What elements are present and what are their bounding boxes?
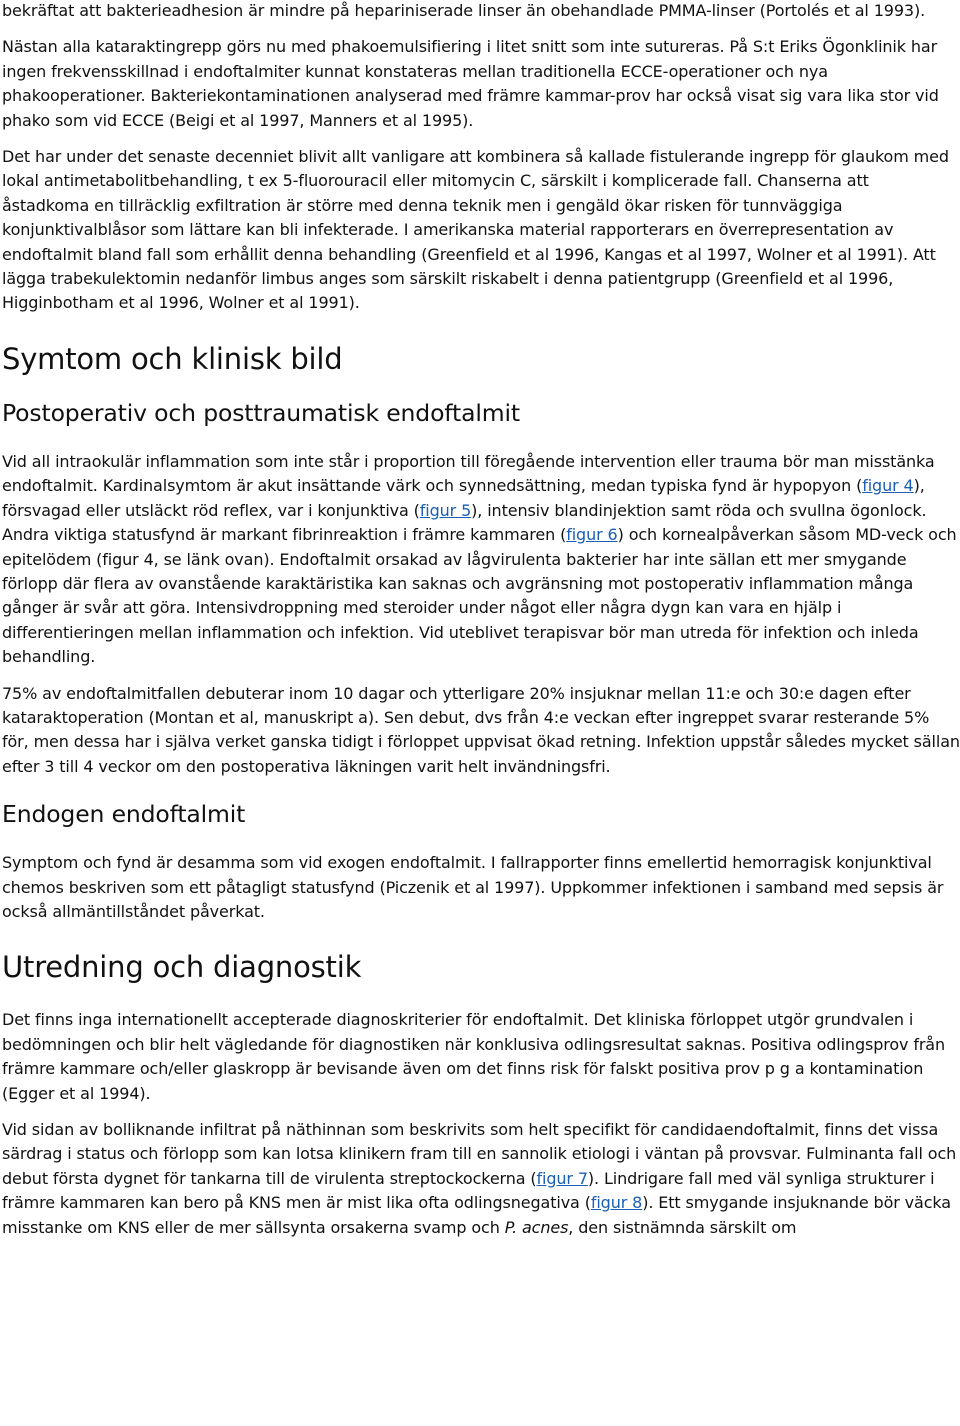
paragraph-text: Vid sidan av bolliknande infiltrat på näthinnan som beskrivits som helt specifikt för candidaendoftalmit, finns det vissa särdrag i status och förlopp som kan lotsa klinikern fram till en sannolik etiologi i väntan på provsvar. Fulminanta fall och debut första dygnet för tankarna till de virulenta streptockockerna ( — [2, 1120, 957, 1188]
paragraph-text: ), intensiv blandinjektion samt röda och svullna ögonlock. Andra viktiga statusfynd är markant fibrinreaktion i främre kammaren ( — [2, 500, 927, 545]
paragraph-text: Symptom och fynd är desamma som vid exogen endoftalmit. I fallrapporter finns emellertid hemorragisk konjunktival chemos beskriven som ett påtagligt statusfynd (Piczenik et al 1997). Uppkommer infektionen i samband med sepsis är också allmäntillståndet påverkat. — [2, 853, 944, 921]
paragraph-intraokular — [2, 450, 960, 670]
paragraph-phako — [2, 35, 960, 133]
paragraph-text: Vid all intraokulär inflammation som inte står i proportion till föregående intervention eller trauma bör man misstänka endoftalmit. Kardinalsymtom är akut insättande värk och synnedsättning, medan typiska fynd är hypopyon ( — [2, 451, 935, 496]
paragraph-debut — [2, 682, 960, 780]
paragraph-glaukom — [2, 145, 960, 316]
link-figur-7[interactable]: figur 7 — [536, 1168, 588, 1188]
paragraph-text: Det finns inga internationellt accepterade diagnoskriterier för endoftalmit. Det kliniska förloppet utgör grundvalen i bedömningen och blir helt vägledande för diagnostiken när konklusiva odlingsresultat saknas. Positiva odlingsprov från främre kammare och/eller glaskropp är bevisande även om det finns risk för falskt positiva prov p g a kontamination (Egger et al 1994). — [2, 1010, 946, 1103]
paragraph-text: ), försvagad eller utsläckt röd reflex, var i konjunktiva ( — [2, 476, 925, 520]
heading-endogen: Endogen endoftalmit — [2, 800, 246, 829]
species-name: P. acnes — [504, 1217, 569, 1237]
paragraph-text: ) och kornealpåverkan såsom MD-veck och epitelödem (figur 4, se länk ovan). Endoftalmit orsakad av lågvirulenta bakterier har inte sällan ett mer smygande förlopp där flera av ovanstående karaktäristika kan saknas och avgränsning mot postoperativ inflammation många gånger är svår att göra. Intensivdroppning med steroider under något eller några dygn kan vara en hjälp i differentieringen mellan inflammation och infektion. Vid uteblivet terapisvar bör man utreda för infektion och inleda behandling. — [2, 525, 957, 667]
link-figur-6[interactable]: figur 6 — [566, 525, 618, 545]
paragraph-portoles — [2, 0, 960, 23]
paragraph-text: ). Ett smygande insjuknande bör väcka misstanke om KNS eller de mer sällsynta orsakerna svamp och — [2, 1193, 951, 1237]
heading-utredning: Utredning och diagnostik — [2, 950, 362, 985]
paragraph-text: , den sistnämnda särskilt om — [568, 1217, 797, 1237]
link-figur-5[interactable]: figur 5 — [419, 500, 472, 520]
paragraph-diagnoskriterier — [2, 1008, 960, 1106]
link-figur-4[interactable]: figur 4 — [862, 476, 914, 496]
paragraph-text: Det har under det senaste decenniet blivit allt vanligare att kombinera så kallade fistulerande ingrepp för glaukom med lokal antimetabolitbehandling, t ex 5-fluorouracil eller mitomycin C, särskilt i komplicerade fall. Chanserna att åstadkoma en tillräcklig exfiltration är större med denna teknik men i gengäld ökar risken för tunnväggiga konjunktivalblåsor som lättare kan bli infekterade. I amerikanska material rapporterars en överrepresentation av endoftalmit bland fall som erhållit denna behandling (Greenfield et al 1996, Kangas et al 1997, Wolner et al 1991). Att lägga trabekulektomin nedanför limbus anges som särskilt riskabelt i denna patientgrupp (Greenfield et al 1996, Higginbotham et al 1996, Wolner et al 1991). — [2, 147, 949, 313]
paragraph-text: bekräftat att bakterieadhesion är mindre på hepariniserade linser än obehandlade PMMA-linser (Portolés et al 1993). — [2, 1, 926, 20]
link-figur-8[interactable]: figur 8 — [590, 1193, 643, 1213]
paragraph-text: Nästan alla kataraktingrepp görs nu med phakoemulsifiering i litet snitt som inte sutureras. På S:t Eriks Ögonklinik har ingen frekvensskillnad i endoftalmiter kunnat konstateras mellan traditionella ECCE-operationer och nya phakooperationer. Bakteriekontaminationen analyserad med främre kammar-prov har också visat sig vara lika stor vid phako som vid ECCE (Beigi et al 1997, Manners et al 1995). — [2, 37, 939, 130]
paragraph-endogen — [2, 851, 960, 924]
paragraph-etiologi — [2, 1118, 960, 1240]
paragraph-text: 75% av endoftalmitfallen debuterar inom 10 dagar och ytterligare 20% insjuknar mellan 11:e och 30:e dagen efter kataraktoperation (Montan et al, manuskript a). Sen debut, dvs från 4:e veckan efter ingreppet svarar resterande 5% för, men dessa har i själva verket ganska tidigt i förloppet uppvisat ökad retning. Infektion uppstår således mycket sällan efter 3 till 4 veckor om den postoperativa läkningen varit helt invändningsfri. — [2, 683, 960, 776]
heading-symtom: Symtom och klinisk bild — [2, 341, 343, 376]
paragraph-text: ). Lindrigare fall med väl synliga strukturer i främre kammaren kan bero på KNS men är mist lika ofta odlingsnegativa ( — [2, 1168, 935, 1213]
heading-postoperativ: Postoperativ och posttraumatisk endoftalmit — [2, 398, 520, 427]
